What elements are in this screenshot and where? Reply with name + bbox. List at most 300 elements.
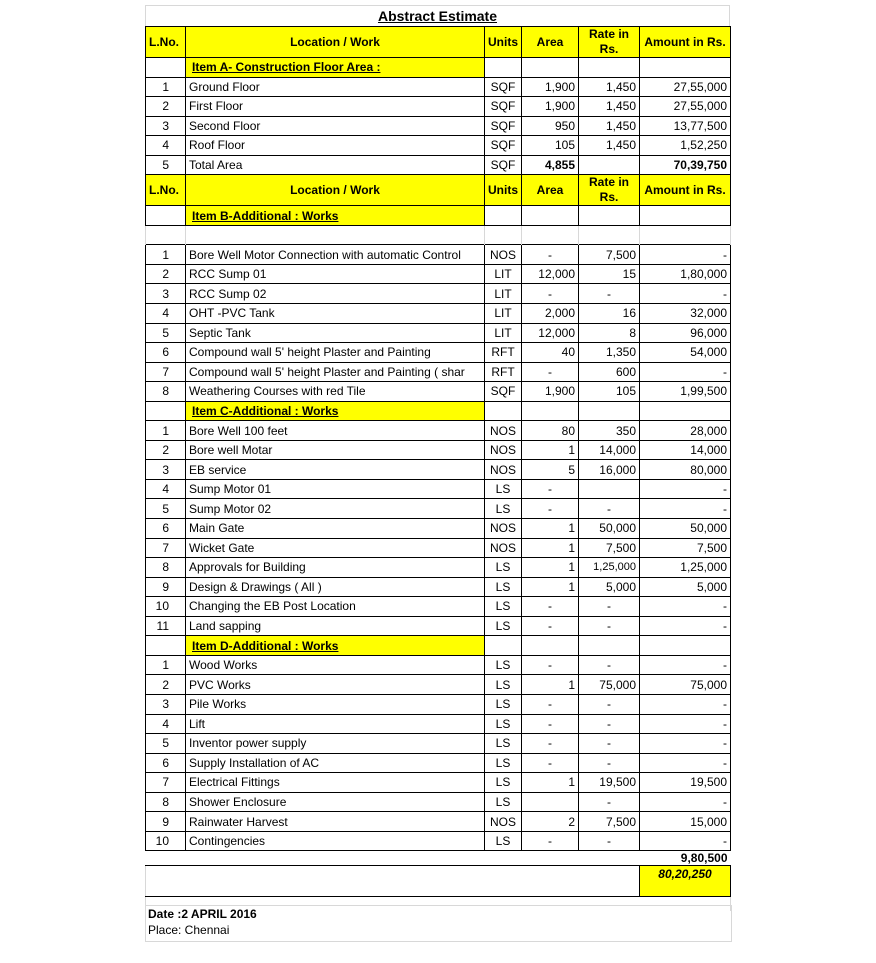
row-work: Main Gate — [186, 519, 485, 539]
section-lno — [146, 206, 186, 226]
spacer-cell — [485, 225, 522, 245]
row-lno: 1 — [146, 655, 186, 675]
row-area: - — [522, 362, 579, 382]
section-row — [146, 206, 731, 226]
row-area: 950 — [522, 116, 579, 136]
row-amount: 32,000 — [640, 304, 731, 324]
table-row — [146, 304, 731, 324]
header-units: Units — [485, 27, 522, 58]
row-lno: 5 — [146, 734, 186, 754]
footer-date: Date :2 APRIL 2016 — [148, 907, 257, 921]
table-row — [146, 616, 731, 636]
row-amount: 27,55,000 — [640, 77, 731, 97]
section-row — [146, 636, 731, 656]
header-work: Location / Work — [186, 175, 485, 206]
row-lno: 3 — [146, 460, 186, 480]
table-row — [146, 116, 731, 136]
footer-place: Place: Chennai — [148, 923, 230, 937]
row-amount: - — [640, 245, 731, 265]
section-empty — [579, 401, 640, 421]
row-units: SQF — [485, 382, 522, 402]
header-lno: L.No. — [146, 27, 186, 58]
row-units: LS — [485, 734, 522, 754]
row-area: - — [522, 616, 579, 636]
row-rate: - — [579, 616, 640, 636]
row-amount: 27,55,000 — [640, 97, 731, 117]
row-work: Contingencies — [186, 831, 485, 851]
row-units: LS — [485, 773, 522, 793]
row-amount: - — [640, 284, 731, 304]
table-row — [146, 460, 731, 480]
section-title: Item A- Construction Floor Area : — [186, 58, 485, 78]
section-empty — [579, 58, 640, 78]
row-rate: 16,000 — [579, 460, 640, 480]
row-area: 2,000 — [522, 304, 579, 324]
spacer-cell — [522, 225, 579, 245]
row-work: OHT -PVC Tank — [186, 304, 485, 324]
row-work: Electrical Fittings — [186, 773, 485, 793]
row-area: 12,000 — [522, 323, 579, 343]
row-rate: - — [579, 753, 640, 773]
row-area: - — [522, 753, 579, 773]
row-rate: 7,500 — [579, 245, 640, 265]
row-units: LS — [485, 792, 522, 812]
section-lno — [146, 401, 186, 421]
table-row — [146, 694, 731, 714]
row-lno: 2 — [146, 440, 186, 460]
row-area — [522, 792, 579, 812]
row-area: 1 — [522, 558, 579, 578]
row-units: NOS — [485, 519, 522, 539]
row-rate: 16 — [579, 304, 640, 324]
row-work: Septic Tank — [186, 323, 485, 343]
row-units: SQF — [485, 155, 522, 175]
section-row — [146, 58, 731, 78]
header-rate: Rate in Rs. — [579, 175, 640, 206]
row-area: 5 — [522, 460, 579, 480]
row-lno: 2 — [146, 675, 186, 695]
row-rate: 5,000 — [579, 577, 640, 597]
estimate-sheet — [145, 5, 730, 911]
header-row — [146, 27, 731, 58]
row-units: SQF — [485, 116, 522, 136]
row-amount: - — [640, 734, 731, 754]
row-units: NOS — [485, 440, 522, 460]
table-row — [146, 155, 731, 175]
row-units: SQF — [485, 77, 522, 97]
table-row — [146, 97, 731, 117]
row-area: 1 — [522, 519, 579, 539]
row-lno: 3 — [146, 694, 186, 714]
header-units: Units — [485, 175, 522, 206]
section-empty — [522, 206, 579, 226]
row-amount: 80,000 — [640, 460, 731, 480]
table-row — [146, 421, 731, 441]
subtotal-amount: 9,80,500 — [640, 851, 731, 866]
row-work: Supply Installation of AC — [186, 753, 485, 773]
row-amount: 7,500 — [640, 538, 731, 558]
row-work: Sump Motor 02 — [186, 499, 485, 519]
spacer-cell — [146, 225, 186, 245]
row-area: - — [522, 714, 579, 734]
header-area: Area — [522, 27, 579, 58]
row-amount: - — [640, 753, 731, 773]
row-lno: 1 — [146, 245, 186, 265]
row-rate: 1,450 — [579, 77, 640, 97]
row-rate: 600 — [579, 362, 640, 382]
section-title: Item B-Additional : Works — [186, 206, 485, 226]
section-empty — [485, 58, 522, 78]
row-amount: 1,25,000 — [640, 558, 731, 578]
table-row — [146, 479, 731, 499]
row-work: Ground Floor — [186, 77, 485, 97]
row-area: 1,900 — [522, 97, 579, 117]
section-empty — [485, 401, 522, 421]
spacer-cell — [186, 225, 485, 245]
row-amount: - — [640, 831, 731, 851]
row-rate — [579, 155, 640, 175]
row-units: LS — [485, 577, 522, 597]
row-amount: - — [640, 362, 731, 382]
spacer-row — [146, 225, 731, 245]
row-lno: 6 — [146, 753, 186, 773]
row-lno: 7 — [146, 773, 186, 793]
row-work: Weathering Courses with red Tile — [186, 382, 485, 402]
row-units: RFT — [485, 343, 522, 363]
table-row — [146, 245, 731, 265]
row-rate: - — [579, 831, 640, 851]
table-row — [146, 773, 731, 793]
table-row — [146, 538, 731, 558]
table-row — [146, 499, 731, 519]
row-units: NOS — [485, 245, 522, 265]
row-amount: 96,000 — [640, 323, 731, 343]
row-lno: 4 — [146, 136, 186, 156]
row-units: LS — [485, 616, 522, 636]
row-lno: 6 — [146, 343, 186, 363]
row-rate: - — [579, 714, 640, 734]
row-lno: 5 — [146, 155, 186, 175]
row-lno: 3 — [146, 116, 186, 136]
subtotal-empty — [485, 851, 522, 866]
table-row — [146, 362, 731, 382]
section-empty — [579, 636, 640, 656]
header-rate: Rate in Rs. — [579, 27, 640, 58]
table-row — [146, 675, 731, 695]
section-lno — [146, 58, 186, 78]
row-area: 1 — [522, 675, 579, 695]
row-amount: 13,77,500 — [640, 116, 731, 136]
grand-total-amount: 80,20,250 — [640, 866, 731, 897]
section-lno — [146, 636, 186, 656]
row-amount: 14,000 — [640, 440, 731, 460]
row-lno: 5 — [146, 499, 186, 519]
row-area: 4,855 — [522, 155, 579, 175]
header-work: Location / Work — [186, 27, 485, 58]
row-work: Sump Motor 01 — [186, 479, 485, 499]
section-empty — [640, 206, 731, 226]
row-amount: - — [640, 655, 731, 675]
row-area: 2 — [522, 812, 579, 832]
table-row — [146, 792, 731, 812]
row-rate: 50,000 — [579, 519, 640, 539]
row-amount: - — [640, 714, 731, 734]
section-empty — [522, 636, 579, 656]
row-area: 40 — [522, 343, 579, 363]
section-row — [146, 401, 731, 421]
row-units: LS — [485, 558, 522, 578]
row-lno: 5 — [146, 323, 186, 343]
row-amount: - — [640, 479, 731, 499]
row-rate: 105 — [579, 382, 640, 402]
row-lno: 4 — [146, 304, 186, 324]
row-lno: 10 — [146, 831, 186, 851]
spacer-cell — [640, 225, 731, 245]
estimate-table — [145, 26, 731, 911]
row-units: SQF — [485, 136, 522, 156]
row-lno: 8 — [146, 382, 186, 402]
row-work: Wood Works — [186, 655, 485, 675]
spacer-cell — [579, 225, 640, 245]
table-row — [146, 284, 731, 304]
table-row — [146, 577, 731, 597]
table-row — [146, 558, 731, 578]
row-work: Shower Enclosure — [186, 792, 485, 812]
row-area: - — [522, 694, 579, 714]
header-amount: Amount in Rs. — [640, 27, 731, 58]
section-empty — [522, 401, 579, 421]
row-amount: 54,000 — [640, 343, 731, 363]
row-amount: 1,52,250 — [640, 136, 731, 156]
section-title: Item C-Additional : Works — [186, 401, 485, 421]
row-rate: 350 — [579, 421, 640, 441]
row-work: Rainwater Harvest — [186, 812, 485, 832]
row-amount: - — [640, 616, 731, 636]
row-amount: - — [640, 499, 731, 519]
row-lno: 2 — [146, 264, 186, 284]
row-work: Land sapping — [186, 616, 485, 636]
row-rate: 19,500 — [579, 773, 640, 793]
row-lno: 11 — [146, 616, 186, 636]
row-work: RCC Sump 02 — [186, 284, 485, 304]
row-area: - — [522, 479, 579, 499]
row-work: Pile Works — [186, 694, 485, 714]
row-lno: 9 — [146, 812, 186, 832]
row-amount: 75,000 — [640, 675, 731, 695]
row-area: 1 — [522, 440, 579, 460]
row-rate: 75,000 — [579, 675, 640, 695]
row-work: Bore well Motar — [186, 440, 485, 460]
row-amount: 1,80,000 — [640, 264, 731, 284]
row-work: Second Floor — [186, 116, 485, 136]
row-work: Approvals for Building — [186, 558, 485, 578]
row-units: LIT — [485, 304, 522, 324]
row-rate — [579, 479, 640, 499]
subtotal-empty — [522, 851, 579, 866]
row-units: NOS — [485, 538, 522, 558]
row-area: 1 — [522, 577, 579, 597]
row-amount: 5,000 — [640, 577, 731, 597]
footer — [145, 905, 732, 942]
header-lno: L.No. — [146, 175, 186, 206]
row-units: LS — [485, 675, 522, 695]
row-rate: - — [579, 655, 640, 675]
row-lno: 8 — [146, 792, 186, 812]
subtotal-row — [146, 851, 731, 866]
row-amount: - — [640, 792, 731, 812]
row-area: 105 — [522, 136, 579, 156]
row-rate: - — [579, 597, 640, 617]
row-rate: 7,500 — [579, 538, 640, 558]
row-lno: 1 — [146, 77, 186, 97]
row-units: LIT — [485, 323, 522, 343]
section-empty — [640, 58, 731, 78]
row-lno: 9 — [146, 577, 186, 597]
row-units: LS — [485, 714, 522, 734]
table-row — [146, 343, 731, 363]
row-units: LS — [485, 597, 522, 617]
table-row — [146, 597, 731, 617]
table-row — [146, 323, 731, 343]
row-work: Wicket Gate — [186, 538, 485, 558]
section-empty — [640, 401, 731, 421]
row-amount: - — [640, 597, 731, 617]
row-rate: 1,450 — [579, 97, 640, 117]
row-work: Total Area — [186, 155, 485, 175]
row-lno: 8 — [146, 558, 186, 578]
row-lno: 1 — [146, 421, 186, 441]
table-row — [146, 77, 731, 97]
row-area: 1 — [522, 773, 579, 793]
table-row — [146, 382, 731, 402]
section-empty — [522, 58, 579, 78]
row-units: LS — [485, 753, 522, 773]
header-row — [146, 175, 731, 206]
table-row — [146, 264, 731, 284]
row-work: EB service — [186, 460, 485, 480]
grand-empty — [146, 866, 640, 897]
section-empty — [485, 206, 522, 226]
section-title: Item D-Additional : Works — [186, 636, 485, 656]
row-work: Bore Well Motor Connection with automatic Control — [186, 245, 485, 265]
row-area: - — [522, 499, 579, 519]
row-units: LS — [485, 499, 522, 519]
row-units: LS — [485, 694, 522, 714]
table-row — [146, 519, 731, 539]
row-amount: 50,000 — [640, 519, 731, 539]
row-area: - — [522, 245, 579, 265]
row-area: - — [522, 284, 579, 304]
table-row — [146, 831, 731, 851]
row-work: Inventor power supply — [186, 734, 485, 754]
row-work: Compound wall 5' height Plaster and Painting — [186, 343, 485, 363]
section-empty — [579, 206, 640, 226]
table-row — [146, 714, 731, 734]
table-row — [146, 812, 731, 832]
row-rate: - — [579, 284, 640, 304]
row-area: - — [522, 734, 579, 754]
row-work: Compound wall 5' height Plaster and Painting ( shar — [186, 362, 485, 382]
row-lno: 6 — [146, 519, 186, 539]
row-amount: 1,99,500 — [640, 382, 731, 402]
row-lno: 3 — [146, 284, 186, 304]
row-units: RFT — [485, 362, 522, 382]
row-work: Design & Drawings ( All ) — [186, 577, 485, 597]
row-work: First Floor — [186, 97, 485, 117]
sheet-title: Abstract Estimate — [145, 5, 730, 26]
row-rate: - — [579, 792, 640, 812]
table-row — [146, 440, 731, 460]
row-units: LIT — [485, 264, 522, 284]
row-rate: - — [579, 694, 640, 714]
table-row — [146, 734, 731, 754]
row-amount: 19,500 — [640, 773, 731, 793]
row-units: LS — [485, 831, 522, 851]
row-area: - — [522, 597, 579, 617]
row-area: 1,900 — [522, 77, 579, 97]
subtotal-empty — [186, 851, 485, 866]
row-amount: 15,000 — [640, 812, 731, 832]
section-empty — [485, 636, 522, 656]
row-rate: 8 — [579, 323, 640, 343]
subtotal-empty — [146, 851, 186, 866]
row-area: - — [522, 655, 579, 675]
row-amount: 28,000 — [640, 421, 731, 441]
row-amount: 70,39,750 — [640, 155, 731, 175]
row-area: - — [522, 831, 579, 851]
table-row — [146, 753, 731, 773]
row-lno: 7 — [146, 362, 186, 382]
row-work: Bore Well 100 feet — [186, 421, 485, 441]
row-work: RCC Sump 01 — [186, 264, 485, 284]
row-lno: 4 — [146, 714, 186, 734]
table-row — [146, 136, 731, 156]
grand-total-row — [146, 866, 731, 897]
row-lno: 2 — [146, 97, 186, 117]
row-work: PVC Works — [186, 675, 485, 695]
row-units: LS — [485, 655, 522, 675]
row-lno: 4 — [146, 479, 186, 499]
row-units: NOS — [485, 460, 522, 480]
subtotal-empty — [579, 851, 640, 866]
table-row — [146, 655, 731, 675]
row-rate: 1,350 — [579, 343, 640, 363]
row-rate: 1,450 — [579, 136, 640, 156]
row-rate: 1,25,000 — [579, 558, 640, 578]
row-rate: 1,450 — [579, 116, 640, 136]
row-units: SQF — [485, 97, 522, 117]
row-rate: 7,500 — [579, 812, 640, 832]
row-units: LIT — [485, 284, 522, 304]
row-units: LS — [485, 479, 522, 499]
row-area: 12,000 — [522, 264, 579, 284]
row-area: 1,900 — [522, 382, 579, 402]
row-work: Lift — [186, 714, 485, 734]
row-work: Roof Floor — [186, 136, 485, 156]
row-lno: 7 — [146, 538, 186, 558]
row-units: NOS — [485, 421, 522, 441]
row-rate: 14,000 — [579, 440, 640, 460]
header-amount: Amount in Rs. — [640, 175, 731, 206]
row-rate: - — [579, 734, 640, 754]
row-work: Changing the EB Post Location — [186, 597, 485, 617]
row-area: 80 — [522, 421, 579, 441]
section-empty — [640, 636, 731, 656]
row-rate: - — [579, 499, 640, 519]
row-amount: - — [640, 694, 731, 714]
row-units: NOS — [485, 812, 522, 832]
row-rate: 15 — [579, 264, 640, 284]
